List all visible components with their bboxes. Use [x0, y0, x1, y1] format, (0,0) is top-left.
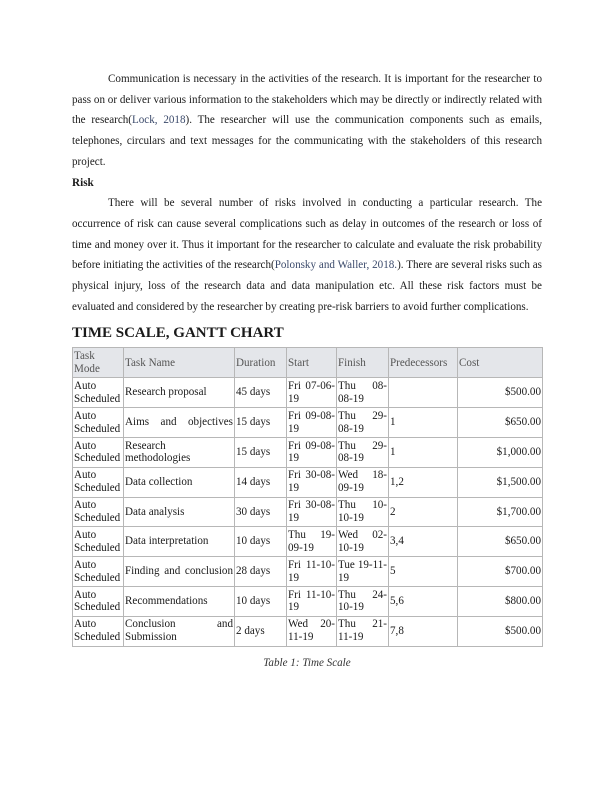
start-cell: Wed 20-11-19 [287, 616, 337, 646]
column-header: Cost [458, 348, 543, 378]
risk-heading: Risk [72, 176, 94, 189]
task-mode-cell: Auto Scheduled [73, 616, 124, 646]
task-name-cell: Recommendations [124, 587, 235, 617]
cost-cell: $800.00 [458, 587, 543, 617]
citation: Lock, 2018 [131, 114, 186, 127]
table-row [73, 587, 543, 617]
risk-paragraph [72, 193, 542, 317]
duration-cell: 28 days [235, 557, 287, 587]
start-cell: Fri 30-08-19 [287, 467, 337, 497]
cost-cell: $650.00 [458, 527, 543, 557]
finish-cell: Thu 29-08-19 [337, 438, 389, 468]
task-name-cell: Data analysis [124, 497, 235, 527]
table-row [73, 467, 543, 497]
finish-cell: Wed 18-09-19 [337, 467, 389, 497]
table-row [73, 438, 543, 468]
finish-cell: Thu 21-11-19 [337, 616, 389, 646]
finish-cell: Thu 08-08-19 [337, 378, 389, 408]
cost-cell: $500.00 [458, 616, 543, 646]
table-row [73, 497, 543, 527]
column-header: Start [287, 348, 337, 378]
cost-cell: $500.00 [458, 378, 543, 408]
finish-cell: Tue 19-11-19 [337, 557, 389, 587]
column-header: Finish [337, 348, 389, 378]
finish-cell: Wed 02-10-19 [337, 527, 389, 557]
task-mode-cell: Auto Scheduled [73, 557, 124, 587]
task-mode-cell: Auto Scheduled [73, 587, 124, 617]
finish-cell: Thu 24-10-19 [337, 587, 389, 617]
cost-cell: $1,700.00 [458, 497, 543, 527]
predecessors-cell: 7,8 [389, 616, 458, 646]
cost-cell: $1,000.00 [458, 438, 543, 468]
start-cell: Fri 30-08-19 [287, 497, 337, 527]
task-mode-cell: Auto Scheduled [73, 438, 124, 468]
column-header: Task Name [124, 348, 235, 378]
paragraph-text: Communication is necessary in the activities of the research. It is important for the researcher to pass on or deliver various information to the stakeholders which may be directly or indirectly related with the research( [72, 73, 542, 127]
table-body [73, 378, 543, 646]
section-title: TIME SCALE, GANTT CHART [72, 325, 284, 342]
task-mode-cell: Auto Scheduled [73, 408, 124, 438]
table-row [73, 408, 543, 438]
task-name-cell: Research proposal [124, 378, 235, 408]
task-name-cell: Data interpretation [124, 527, 235, 557]
start-cell: Fri 11-10-19 [287, 557, 337, 587]
predecessors-cell: 3,4 [389, 527, 458, 557]
duration-cell: 14 days [235, 467, 287, 497]
task-name-cell: Conclusion and Submission [124, 616, 235, 646]
task-name-cell: Finding and conclusion [124, 557, 235, 587]
table-row [73, 616, 543, 646]
table-caption: Table 1: Time Scale [263, 656, 351, 669]
predecessors-cell: 1 [389, 408, 458, 438]
duration-cell: 2 days [235, 616, 287, 646]
finish-cell: Thu 10-10-19 [337, 497, 389, 527]
predecessors-cell: 1,2 [389, 467, 458, 497]
task-mode-cell: Auto Scheduled [73, 527, 124, 557]
cost-cell: $1,500.00 [458, 467, 543, 497]
start-cell: Fri 11-10-19 [287, 587, 337, 617]
duration-cell: 10 days [235, 527, 287, 557]
table-header-row [73, 348, 543, 378]
paragraph-text: ). There are several risks such as physical injury, loss of the research data and data manipulation etc. All these risk factors must be evaluated and considered by the researcher by creating pre-risk barriers to avoid further complications. [72, 259, 542, 313]
citation: Polonsky and Waller, 2018. [274, 259, 398, 272]
task-mode-cell: Auto Scheduled [73, 467, 124, 497]
task-mode-cell: Auto Scheduled [73, 497, 124, 527]
task-name-cell: Research methodologies [124, 438, 235, 468]
column-header: Task Mode [73, 348, 124, 378]
duration-cell: 10 days [235, 587, 287, 617]
table-row [73, 527, 543, 557]
cost-cell: $700.00 [458, 557, 543, 587]
predecessors-cell: 1 [389, 438, 458, 468]
start-cell: Thu 19-09-19 [287, 527, 337, 557]
paragraph-text: There will be several number of risks involved in conducting a particular research. The occurrence of risk can cause several complications such as delay in outcomes of the research or loss of time and money over it. Thus it important for the researcher to calculate and evaluate the risk probability before initiating the activities of the research( [72, 197, 542, 272]
predecessors-cell [389, 378, 458, 408]
column-header: Predecessors [389, 348, 458, 378]
communication-paragraph [72, 69, 542, 173]
start-cell: Fri 09-08-19 [287, 438, 337, 468]
predecessors-cell: 5 [389, 557, 458, 587]
start-cell: Fri 09-08-19 [287, 408, 337, 438]
predecessors-cell: 5,6 [389, 587, 458, 617]
task-name-cell: Data collection [124, 467, 235, 497]
predecessors-cell: 2 [389, 497, 458, 527]
finish-cell: Thu 29-08-19 [337, 408, 389, 438]
gantt-table [72, 347, 543, 646]
start-cell: Fri 07-06-19 [287, 378, 337, 408]
table-row [73, 378, 543, 408]
task-name-cell: Aims and objectives [124, 408, 235, 438]
duration-cell: 45 days [235, 378, 287, 408]
page-content [72, 69, 542, 669]
cost-cell: $650.00 [458, 408, 543, 438]
task-mode-cell: Auto Scheduled [73, 378, 124, 408]
duration-cell: 30 days [235, 497, 287, 527]
paragraph-text: ). The researcher will use the communication components such as emails, telephones, circulars and text messages for the communicating with the stakeholders of this research project. [72, 114, 542, 168]
duration-cell: 15 days [235, 438, 287, 468]
table-row [73, 557, 543, 587]
column-header: Duration [235, 348, 287, 378]
duration-cell: 15 days [235, 408, 287, 438]
